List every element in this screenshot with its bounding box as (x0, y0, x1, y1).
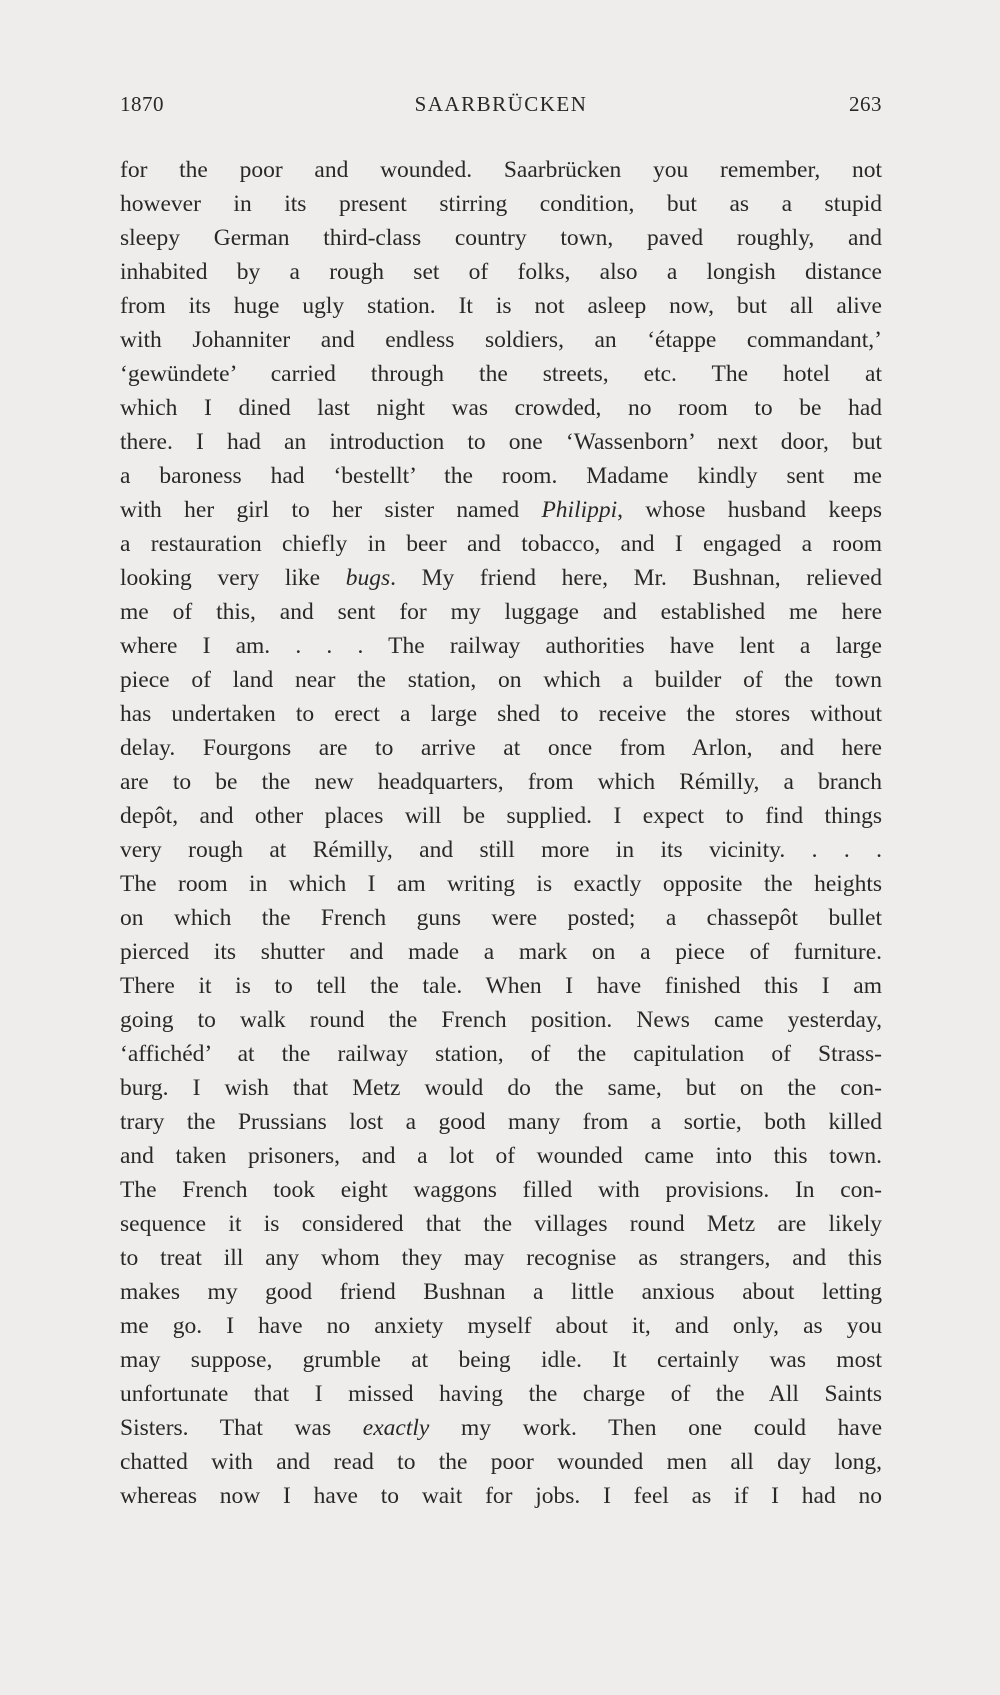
text-line: and taken prisoners, and a lot of wounded came into this town. (120, 1143, 882, 1169)
italic-name: Philippi (541, 497, 618, 523)
text-line: piece of land near the station, on which a builder of the town (120, 667, 882, 693)
text-line: trary the Prussians lost a good many from a sortie, both killed (120, 1109, 882, 1135)
text-line: going to walk round the French position. News came yesterday, (120, 1007, 882, 1033)
text-line: makes my good friend Bushnan a little anxious about letting (120, 1279, 882, 1305)
text-line: has undertaken to erect a large shed to receive the stores without (120, 701, 882, 727)
text-line: for the poor and wounded. Saarbrücken you remember, not (120, 157, 882, 183)
text-line: depôt, and other places will be supplied. I expect to find things (120, 803, 882, 829)
text-line: chatted with and read to the poor wounded men all day long, (120, 1449, 882, 1475)
text-line: me go. I have no anxiety myself about it, and only, as you (120, 1313, 882, 1339)
text-line: with her girl to her sister named Philippi, whose husband keeps (120, 497, 882, 523)
text-line: with Johanniter and endless soldiers, an ‘étappe commandant,’ (120, 327, 882, 353)
text-line: very rough at Rémilly, and still more in its vicinity. . . . (120, 837, 882, 863)
text-line: however in its present stirring condition, but as a stupid (120, 191, 882, 217)
italic-word: exactly (362, 1415, 430, 1441)
text-line: The room in which I am writing is exactly opposite the heights (120, 871, 882, 897)
page-number: 263 (849, 92, 882, 116)
text-line: ‘affichéd’ at the railway station, of the capitulation of Strass- (120, 1041, 882, 1067)
italic-word: bugs (345, 565, 391, 591)
text-line: pierced its shutter and made a mark on a piece of furniture. (120, 939, 882, 965)
text-line: may suppose, grumble at being idle. It certainly was most (120, 1347, 882, 1373)
text-line: looking very like bugs. My friend here, Mr. Bushnan, relieved (120, 565, 882, 591)
running-head (120, 92, 882, 122)
text-line: unfortunate that I missed having the charge of the All Saints (120, 1381, 882, 1407)
text-line: a restauration chiefly in beer and tobacco, and I engaged a room (120, 531, 882, 557)
text-line: There it is to tell the tale. When I have finished this I am (120, 973, 882, 999)
text-line: there. I had an introduction to one ‘Wassenborn’ next door, but (120, 429, 882, 455)
text-line: to treat ill any whom they may recognise as strangers, and this (120, 1245, 882, 1271)
header-year: 1870 (120, 92, 164, 116)
text-line: where I am. . . . The railway authorities have lent a large (120, 633, 882, 659)
text-line: which I dined last night was crowded, no room to be had (120, 395, 882, 421)
body-text (120, 153, 882, 1513)
text-line: inhabited by a rough set of folks, also a longish distance (120, 259, 882, 285)
text-line: Sisters. That was exactly my work. Then one could have (120, 1415, 882, 1441)
text-line: from its huge ugly station. It is not asleep now, but all alive (120, 293, 882, 319)
text-line: sequence it is considered that the villages round Metz are likely (120, 1211, 882, 1237)
text-line: burg. I wish that Metz would do the same, but on the con- (120, 1075, 882, 1101)
text-line: ‘gewündete’ carried through the streets, etc. The hotel at (120, 361, 882, 387)
text-line: are to be the new headquarters, from which Rémilly, a branch (120, 769, 882, 795)
text-line: a baroness had ‘bestellt’ the room. Madame kindly sent me (120, 463, 882, 489)
text-line: sleepy German third-class country town, paved roughly, and (120, 225, 882, 251)
header-title: SAARBRÜCKEN (414, 92, 588, 116)
text-line: delay. Fourgons are to arrive at once from Arlon, and here (120, 735, 882, 761)
text-line: me of this, and sent for my luggage and established me here (120, 599, 882, 625)
text-line: The French took eight waggons filled with provisions. In con- (120, 1177, 882, 1203)
text-line: on which the French guns were posted; a chassepôt bullet (120, 905, 882, 931)
text-line: whereas now I have to wait for jobs. I feel as if I had no (120, 1483, 882, 1509)
